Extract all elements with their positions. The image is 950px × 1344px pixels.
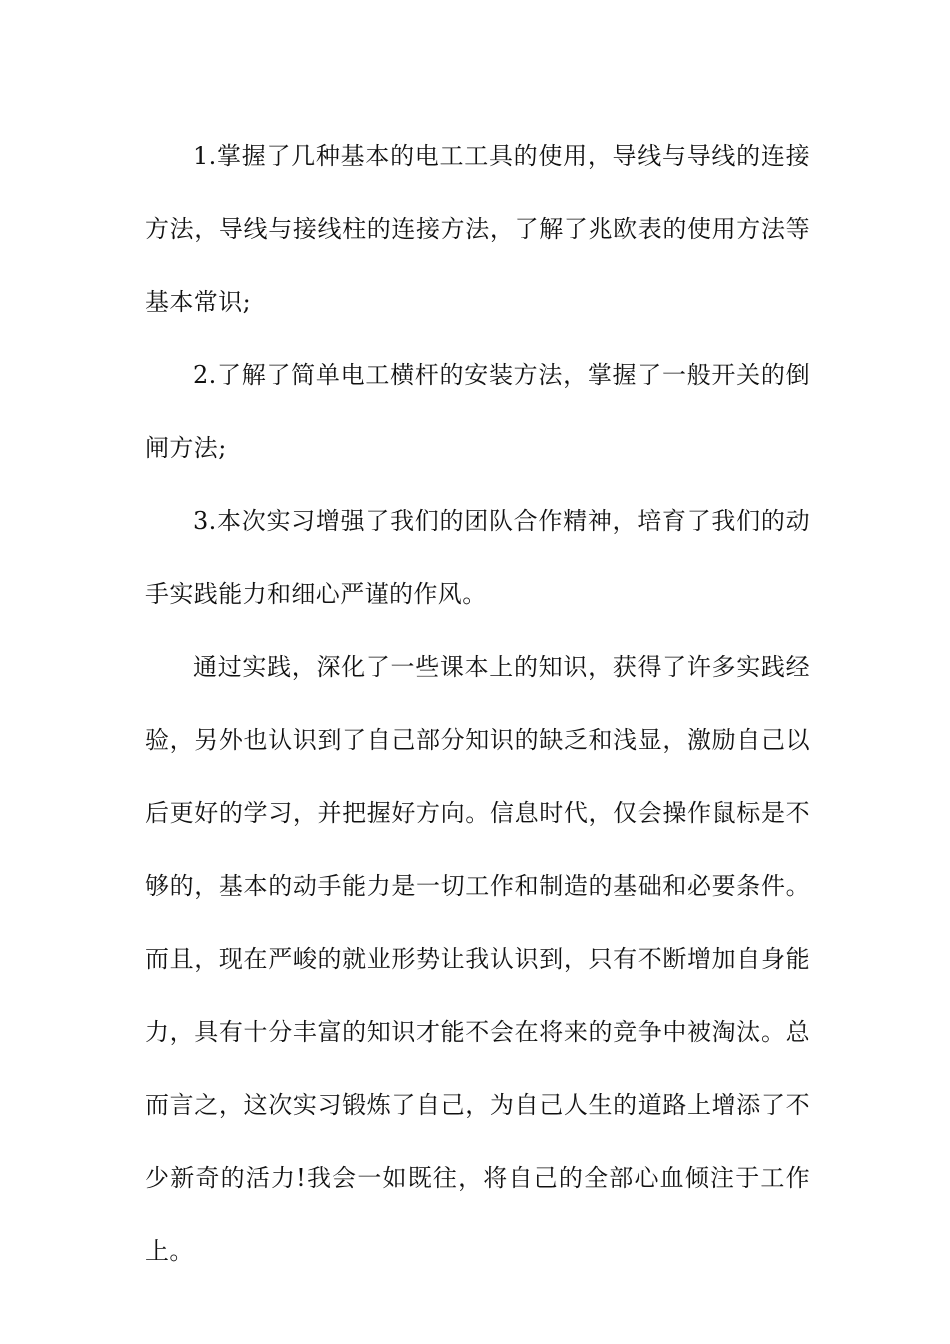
paragraph-conclusion: 通过实践，深化了一些课本上的知识，获得了许多实践经验，另外也认识到了自己部分知识的缺乏和浅显，激励自己以后更好的学习，并把握好方向。信息时代，仅会操作鼠标是不够的，基本的动手能力是一切工作和制造的基础和必要条件。而且，现在严峻的就业形势让我认识到，只有不断增加自身能力，具有十分丰富的知识才能不会在将来的竞争中被淘汰。总而言之，这次实习锻炼了自己，为自己人生的道路上增添了不少新奇的活力!我会一如既往，将自己的全部心血倾注于工作上。 [145,653,810,1265]
paragraph-skills: 1.掌握了几种基本的电工工具的使用，导线与导线的连接方法，导线与接线柱的连接方法，了解了兆欧表的使用方法等基本常识; [145,142,810,316]
paragraph-installation: 2.了解了简单电工横杆的安装方法，掌握了一般开关的倒闸方法; [145,361,810,462]
paragraph-teamwork: 3.本次实习增强了我们的团队合作精神，培育了我们的动手实践能力和细心严谨的作风。 [145,507,810,608]
document-body [145,120,810,1288]
